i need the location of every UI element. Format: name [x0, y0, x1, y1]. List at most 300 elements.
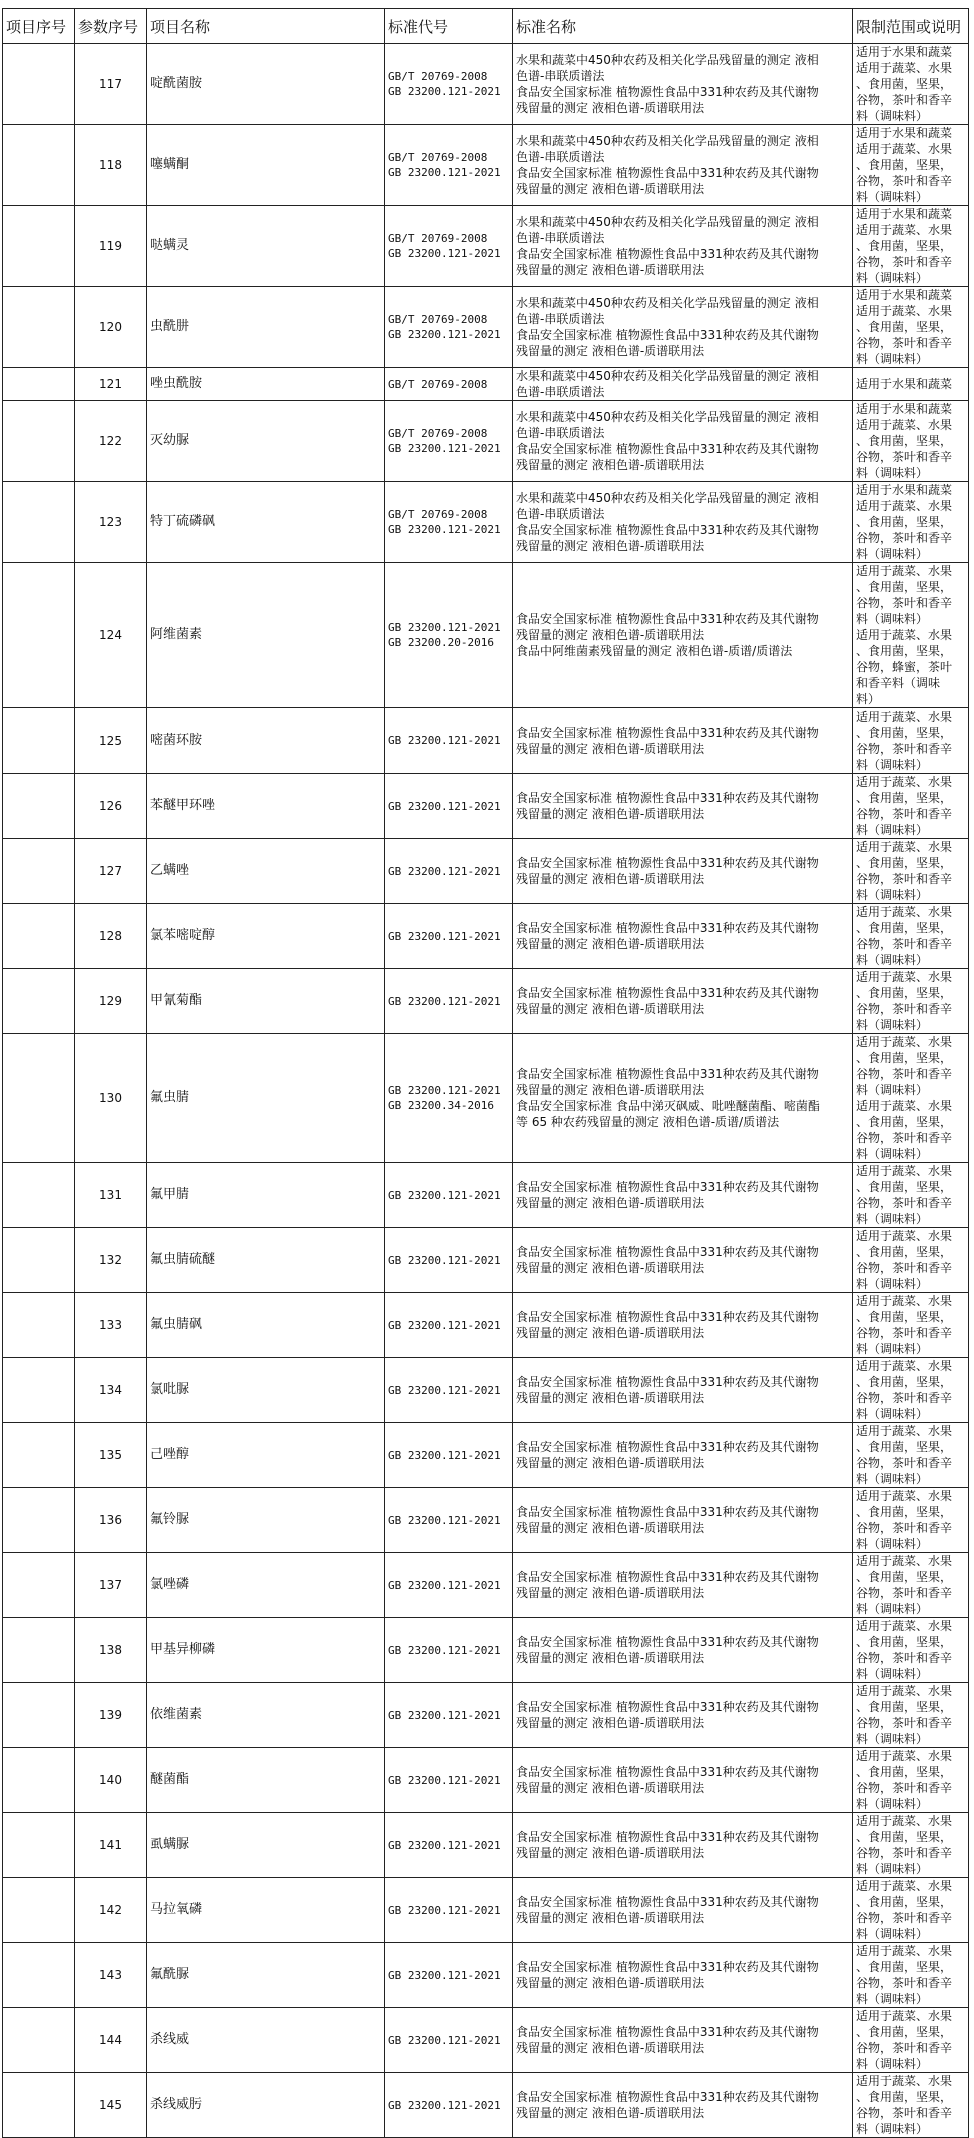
note-line: 料（调味料） — [856, 2057, 929, 2071]
cell-note — [853, 1358, 969, 1423]
std-line: 食品安全国家标准 植物源性食品中331种农药及其代谢物 — [516, 921, 819, 935]
note-line: 适用于蔬菜、水果 — [856, 1814, 953, 1828]
note-line: 料（调味料） — [856, 1862, 929, 1876]
table-row — [3, 1553, 969, 1618]
std-line: 食品安全国家标准 植物源性食品中331种农药及其代谢物 — [516, 791, 819, 805]
header-std-name: 标准名称 — [513, 9, 853, 44]
note-line: 谷物，茶叶和香辛 — [856, 1846, 953, 1860]
cell-item-no — [3, 839, 75, 904]
std-line: 食品安全国家标准 植物源性食品中331种农药及其代谢物 — [516, 2025, 819, 2039]
cell-param-no: 124 — [75, 563, 147, 708]
table-row — [3, 125, 969, 206]
note-line: 谷物，茶叶和香辛 — [856, 255, 953, 269]
cell-note — [853, 904, 969, 969]
cell-item-no — [3, 774, 75, 839]
note-line: 、食用菌，坚果， — [856, 1051, 953, 1065]
note-line: 适用于蔬菜、水果 — [856, 223, 953, 237]
cell-std-code — [385, 969, 513, 1034]
code-line: GB 23200.121-2021 — [388, 1253, 501, 1267]
header-param-no: 参数序号 — [75, 9, 147, 44]
std-line: 色谱-串联质谱法 — [516, 426, 605, 440]
table-row — [3, 774, 969, 839]
note-line: 料（调味料） — [856, 1472, 929, 1486]
cell-item-no — [3, 44, 75, 125]
cell-std-name — [513, 125, 853, 206]
cell-std-name — [513, 1878, 853, 1943]
note-line: 适用于蔬菜、水果 — [856, 1619, 953, 1633]
note-line: 适用于水果和蔬菜 — [856, 483, 953, 497]
cell-std-name — [513, 1553, 853, 1618]
header-note: 限制范围或说明 — [853, 9, 969, 44]
note-line: 适用于蔬菜、水果 — [856, 1359, 953, 1373]
code-line: GB 23200.121-2021 — [388, 1968, 501, 1982]
code-line: GB 23200.121-2021 — [388, 1448, 501, 1462]
note-line: 适用于蔬菜、水果 — [856, 1489, 953, 1503]
cell-std-name — [513, 206, 853, 287]
note-line: 料（调味料） — [856, 271, 929, 285]
cell-std-code — [385, 287, 513, 368]
cell-param-no: 144 — [75, 2008, 147, 2073]
note-line: 、食用菌，坚果， — [856, 1700, 953, 1714]
cell-std-name — [513, 969, 853, 1034]
note-line: 、食用菌，坚果， — [856, 2090, 953, 2104]
cell-std-code — [385, 839, 513, 904]
table-row — [3, 1293, 969, 1358]
code-line: GB 23200.121-2021 — [388, 799, 501, 813]
cell-item-no — [3, 1943, 75, 2008]
table-row — [3, 287, 969, 368]
code-line: GB 23200.121-2021 — [388, 734, 501, 747]
cell-item-no — [3, 1423, 75, 1488]
std-line: 食品安全国家标准 植物源性食品中331种农药及其代谢物 — [516, 442, 819, 456]
code-line: GB 23200.121-2021 — [388, 1578, 501, 1592]
cell-std-code — [385, 563, 513, 708]
note-line: 、食用菌，坚果， — [856, 1505, 953, 1519]
note-line: 谷物，茶叶和香辛 — [856, 2041, 953, 2055]
note-line: 谷物，茶叶和香辛 — [856, 1131, 953, 1145]
code-line: GB 23200.121-2021 — [388, 1383, 501, 1397]
note-line: 、食用菌，坚果， — [856, 580, 953, 594]
cell-std-code — [385, 1488, 513, 1553]
cell-std-name — [513, 2073, 853, 2138]
std-line: 食品安全国家标准 植物源性食品中331种农药及其代谢物 — [516, 1245, 819, 1259]
cell-note — [853, 1878, 969, 1943]
cell-std-name — [513, 1228, 853, 1293]
cell-item-name: 苯醚甲环唑 — [147, 774, 385, 839]
note-line: 料（调味料） — [856, 1083, 929, 1097]
cell-std-name — [513, 287, 853, 368]
cell-note — [853, 1228, 969, 1293]
table-row — [3, 401, 969, 482]
cell-item-no — [3, 563, 75, 708]
cell-std-code — [385, 368, 513, 401]
note-line: 、食用菌，坚果， — [856, 1830, 953, 1844]
note-line: 适用于水果和蔬菜 — [856, 207, 953, 221]
note-line: 适用于蔬菜、水果 — [856, 1035, 953, 1049]
code-line: GB 23200.121-2021 — [388, 864, 501, 878]
note-line: 料（调味料） — [856, 757, 929, 772]
note-line: 适用于蔬菜、水果 — [856, 905, 953, 919]
cell-item-no — [3, 287, 75, 368]
code-line: GB 23200.34-2016 — [388, 1099, 494, 1112]
cell-std-code — [385, 2073, 513, 2138]
cell-item-name: 灭幼脲 — [147, 401, 385, 482]
cell-note — [853, 1748, 969, 1813]
cell-std-code — [385, 2008, 513, 2073]
cell-item-no — [3, 1553, 75, 1618]
code-line: GB 23200.121-2021 — [388, 85, 501, 98]
std-line: 食品安全国家标准 植物源性食品中331种农药及其代谢物 — [516, 1960, 819, 1974]
std-line: 残留量的测定 液相色谱-质谱联用法 — [516, 1391, 705, 1405]
cell-std-name — [513, 2008, 853, 2073]
cell-param-no: 135 — [75, 1423, 147, 1488]
note-line: 料（调味料） — [856, 352, 929, 366]
note-line: 谷物，茶叶和香辛 — [856, 1586, 953, 1600]
note-line: 料（调味料） — [856, 1407, 929, 1421]
std-line: 水果和蔬菜中450种农药及相关化学品残留量的测定 液相 — [516, 53, 819, 67]
note-line: 、食用菌，坚果， — [856, 856, 953, 870]
note-line: 适用于水果和蔬菜 — [856, 377, 953, 391]
std-line: 食品安全国家标准 植物源性食品中331种农药及其代谢物 — [516, 986, 819, 1000]
cell-param-no: 138 — [75, 1618, 147, 1683]
std-line: 食品安全国家标准 植物源性食品中331种农药及其代谢物 — [516, 247, 819, 261]
cell-std-name — [513, 1034, 853, 1163]
note-line: 谷物，茶叶和香辛 — [856, 872, 953, 886]
cell-param-no: 131 — [75, 1163, 147, 1228]
note-line: 料（调味料） — [856, 1732, 929, 1746]
note-line: 、食用菌，坚果， — [856, 1765, 953, 1779]
cell-item-name: 氟虫腈 — [147, 1034, 385, 1163]
cell-param-no: 128 — [75, 904, 147, 969]
cell-item-no — [3, 1228, 75, 1293]
table-row — [3, 206, 969, 287]
note-line: 谷物，茶叶和香辛 — [856, 1261, 953, 1275]
std-line: 残留量的测定 液相色谱-质谱联用法 — [516, 182, 705, 196]
cell-std-code — [385, 1163, 513, 1228]
table-row — [3, 1358, 969, 1423]
note-line: 适用于蔬菜、水果 — [856, 418, 953, 432]
std-line: 残留量的测定 液相色谱-质谱联用法 — [516, 1716, 705, 1730]
note-line: 、食用菌，坚果， — [856, 791, 953, 805]
cell-param-no: 126 — [75, 774, 147, 839]
cell-note — [853, 2073, 969, 2138]
cell-param-no: 127 — [75, 839, 147, 904]
std-line: 残留量的测定 液相色谱-质谱联用法 — [516, 1976, 705, 1990]
std-line: 残留量的测定 液相色谱-质谱联用法 — [516, 937, 705, 951]
note-line: 适用于蔬菜、水果 — [856, 775, 953, 789]
code-line: GB/T 20769-2008 — [388, 151, 488, 164]
std-line: 残留量的测定 液相色谱-质谱联用法 — [516, 1196, 705, 1210]
std-line: 食品安全国家标准 植物源性食品中331种农药及其代谢物 — [516, 1635, 819, 1649]
cell-param-no: 139 — [75, 1683, 147, 1748]
cell-param-no: 125 — [75, 708, 147, 774]
std-line: 残留量的测定 液相色谱-质谱联用法 — [516, 1521, 705, 1535]
cell-item-name: 己唑醇 — [147, 1423, 385, 1488]
note-line: 料（调味料） — [856, 1797, 929, 1811]
cell-std-code — [385, 1943, 513, 2008]
note-line: 适用于蔬菜、水果 — [856, 970, 953, 984]
std-line: 食品安全国家标准 植物源性食品中331种农药及其代谢物 — [516, 1505, 819, 1519]
cell-std-name — [513, 1748, 853, 1813]
note-line: 、食用菌，坚果， — [856, 515, 953, 529]
note-line: 谷物，茶叶和香辛 — [856, 596, 953, 610]
std-line: 残留量的测定 液相色谱-质谱联用法 — [516, 1002, 705, 1016]
note-line: 料（调味料） — [856, 1537, 929, 1551]
std-line: 残留量的测定 液相色谱-质谱联用法 — [516, 1846, 705, 1860]
cell-item-name: 醚菌酯 — [147, 1748, 385, 1813]
cell-item-no — [3, 969, 75, 1034]
note-line: 适用于蔬菜、水果 — [856, 1229, 953, 1243]
cell-item-name: 氟虫腈砜 — [147, 1293, 385, 1358]
cell-std-code — [385, 401, 513, 482]
cell-param-no: 133 — [75, 1293, 147, 1358]
std-line: 残留量的测定 液相色谱-质谱联用法 — [516, 1911, 705, 1925]
std-line: 水果和蔬菜中450种农药及相关化学品残留量的测定 液相 — [516, 491, 819, 505]
table-row — [3, 708, 969, 774]
cell-param-no: 130 — [75, 1034, 147, 1163]
cell-param-no: 136 — [75, 1488, 147, 1553]
code-line: GB 23200.121-2021 — [388, 2098, 501, 2112]
cell-item-name: 氟虫腈硫醚 — [147, 1228, 385, 1293]
note-line: 、食用菌，坚果， — [856, 77, 953, 91]
std-line: 残留量的测定 液相色谱-质谱联用法 — [516, 101, 705, 115]
cell-item-name: 特丁硫磷砜 — [147, 482, 385, 563]
table-row — [3, 1878, 969, 1943]
cell-std-code — [385, 774, 513, 839]
cell-std-name — [513, 839, 853, 904]
table-row — [3, 2008, 969, 2073]
cell-item-no — [3, 2008, 75, 2073]
cell-std-code — [385, 1293, 513, 1358]
code-line: GB/T 20769-2008 — [388, 427, 488, 440]
cell-param-no: 132 — [75, 1228, 147, 1293]
note-line: 适用于水果和蔬菜 — [856, 402, 953, 416]
std-line: 食品安全国家标准 植物源性食品中331种农药及其代谢物 — [516, 1180, 819, 1194]
note-line: 料（调味料） — [856, 547, 929, 561]
std-line: 残留量的测定 液相色谱-质谱联用法 — [516, 458, 705, 472]
cell-item-name: 虱螨脲 — [147, 1813, 385, 1878]
std-line: 残留量的测定 液相色谱-质谱联用法 — [516, 1083, 705, 1097]
cell-note — [853, 44, 969, 125]
note-line: 适用于蔬菜、水果 — [856, 1164, 953, 1178]
std-line: 食品安全国家标准 植物源性食品中331种农药及其代谢物 — [516, 166, 819, 180]
cell-std-code — [385, 1553, 513, 1618]
std-line: 残留量的测定 液相色谱-质谱联用法 — [516, 872, 705, 886]
cell-std-code — [385, 1358, 513, 1423]
note-line: 料（调味料） — [856, 823, 929, 837]
cell-item-name: 依维菌素 — [147, 1683, 385, 1748]
code-line: GB/T 20769-2008 — [388, 232, 488, 245]
cell-item-no — [3, 1163, 75, 1228]
note-line: 谷物，茶叶和香辛 — [856, 1002, 953, 1016]
cell-note — [853, 708, 969, 774]
cell-note — [853, 774, 969, 839]
note-line: 料（调味料） — [856, 1992, 929, 2006]
std-line: 残留量的测定 液相色谱-质谱联用法 — [516, 807, 705, 821]
note-line: 、食用菌，坚果， — [856, 1635, 953, 1649]
note-line: 、食用菌，坚果， — [856, 320, 953, 334]
cell-std-name — [513, 904, 853, 969]
std-line: 食品安全国家标准 植物源性食品中331种农药及其代谢物 — [516, 1700, 819, 1714]
code-line: GB 23200.121-2021 — [388, 1318, 501, 1332]
cell-std-name — [513, 44, 853, 125]
note-line: 料（调味料） — [856, 1342, 929, 1356]
cell-item-no — [3, 206, 75, 287]
cell-note — [853, 1618, 969, 1683]
code-line: GB 23200.121-2021 — [388, 1708, 501, 1722]
cell-note — [853, 969, 969, 1034]
note-line: 、食用菌，坚果， — [856, 1440, 953, 1454]
code-line: GB 23200.121-2021 — [388, 523, 501, 536]
note-line: 谷物，茶叶和香辛 — [856, 1391, 953, 1405]
table-row — [3, 839, 969, 904]
std-line: 色谱-串联质谱法 — [516, 231, 605, 245]
note-line: 、食用菌，坚果， — [856, 986, 953, 1000]
note-line: 料） — [856, 692, 881, 706]
std-line: 残留量的测定 液相色谱-质谱联用法 — [516, 1261, 705, 1275]
cell-param-no: 122 — [75, 401, 147, 482]
cell-note — [853, 1293, 969, 1358]
cell-std-code — [385, 44, 513, 125]
cell-note — [853, 839, 969, 904]
std-line: 食品安全国家标准 植物源性食品中331种农药及其代谢物 — [516, 1067, 819, 1081]
note-line: 料（调味料） — [856, 109, 929, 123]
cell-param-no: 143 — [75, 1943, 147, 2008]
note-line: 谷物，茶叶和香辛 — [856, 450, 953, 464]
std-line: 残留量的测定 液相色谱-质谱联用法 — [516, 2106, 705, 2120]
note-line: 料（调味料） — [856, 1277, 929, 1291]
cell-item-name: 甲氰菊酯 — [147, 969, 385, 1034]
table-row — [3, 969, 969, 1034]
code-line: GB 23200.121-2021 — [388, 247, 501, 260]
code-line: GB 23200.121-2021 — [388, 442, 501, 455]
header-std-code: 标准代号 — [385, 9, 513, 44]
table-row — [3, 1683, 969, 1748]
std-line: 食品安全国家标准 植物源性食品中331种农药及其代谢物 — [516, 725, 819, 740]
cell-std-name — [513, 1163, 853, 1228]
note-line: 、食用菌，坚果， — [856, 1180, 953, 1194]
note-line: 适用于蔬菜、水果 — [856, 142, 953, 156]
cell-std-name — [513, 1358, 853, 1423]
note-line: 料（调味料） — [856, 1927, 929, 1941]
note-line: 料（调味料） — [856, 1018, 929, 1032]
note-line: 适用于蔬菜、水果 — [856, 1554, 953, 1568]
cell-std-code — [385, 125, 513, 206]
std-line: 食品安全国家标准 植物源性食品中331种农药及其代谢物 — [516, 1440, 819, 1454]
note-line: 适用于蔬菜、水果 — [856, 1944, 953, 1958]
note-line: 适用于水果和蔬菜 — [856, 126, 953, 140]
std-line: 食品安全国家标准 植物源性食品中331种农药及其代谢物 — [516, 1830, 819, 1844]
cell-std-name — [513, 368, 853, 401]
note-line: 谷物，茶叶和香辛 — [856, 1456, 953, 1470]
cell-item-no — [3, 125, 75, 206]
note-line: 适用于水果和蔬菜 — [856, 288, 953, 302]
note-line: 谷物，茶叶和香辛 — [856, 336, 953, 350]
code-line: GB/T 20769-2008 — [388, 313, 488, 326]
std-line: 色谱-串联质谱法 — [516, 150, 605, 164]
cell-note — [853, 1943, 969, 2008]
cell-std-code — [385, 482, 513, 563]
note-line: 、食用菌，坚果， — [856, 2025, 953, 2039]
std-line: 食品安全国家标准 植物源性食品中331种农药及其代谢物 — [516, 1765, 819, 1779]
cell-std-name — [513, 1618, 853, 1683]
std-line: 食品安全国家标准 植物源性食品中331种农药及其代谢物 — [516, 1570, 819, 1584]
cell-note — [853, 1683, 969, 1748]
cell-param-no: 120 — [75, 287, 147, 368]
note-line: 、食用菌，坚果， — [856, 1375, 953, 1389]
note-line: 适用于蔬菜、水果 — [856, 1749, 953, 1763]
note-line: 、食用菌，坚果， — [856, 1245, 953, 1259]
std-line: 残留量的测定 液相色谱-质谱联用法 — [516, 1651, 705, 1665]
cell-item-no — [3, 708, 75, 774]
cell-note — [853, 482, 969, 563]
cell-std-name — [513, 1943, 853, 2008]
note-line: 、食用菌，坚果， — [856, 434, 953, 448]
note-line: 、食用菌，坚果， — [856, 239, 953, 253]
cell-item-no — [3, 1488, 75, 1553]
code-line: GB 23200.121-2021 — [388, 328, 501, 341]
std-line: 等 65 种农药残留量的测定 液相色谱-质谱/质谱法 — [516, 1115, 780, 1129]
cell-note — [853, 1488, 969, 1553]
note-line: 谷物，茶叶和香辛 — [856, 807, 953, 821]
std-line: 色谱-串联质谱法 — [516, 69, 605, 83]
cell-param-no: 129 — [75, 969, 147, 1034]
note-line: 适用于蔬菜、水果 — [856, 61, 953, 75]
cell-std-code — [385, 1423, 513, 1488]
std-line: 残留量的测定 液相色谱-质谱联用法 — [516, 1456, 705, 1470]
cell-item-no — [3, 1618, 75, 1683]
cell-std-name — [513, 1813, 853, 1878]
std-line: 食品安全国家标准 植物源性食品中331种农药及其代谢物 — [516, 523, 819, 537]
table-row — [3, 904, 969, 969]
cell-item-no — [3, 904, 75, 969]
cell-item-name: 嘧菌环胺 — [147, 708, 385, 774]
note-line: 谷物，茶叶和香辛 — [856, 531, 953, 545]
std-line: 残留量的测定 液相色谱-质谱联用法 — [516, 539, 705, 553]
note-line: 谷物，茶叶和香辛 — [856, 937, 953, 951]
cell-item-name: 乙螨唑 — [147, 839, 385, 904]
note-line: 谷物，茶叶和香辛 — [856, 174, 953, 188]
cell-std-name — [513, 401, 853, 482]
cell-note — [853, 287, 969, 368]
note-line: 适用于蔬菜、水果 — [856, 709, 953, 724]
std-line: 色谱-串联质谱法 — [516, 312, 605, 326]
cell-note — [853, 368, 969, 401]
note-line: 谷物，茶叶和香辛 — [856, 1521, 953, 1535]
cell-std-code — [385, 1813, 513, 1878]
note-line: 谷物，蜂蜜，茶叶 — [856, 660, 953, 674]
cell-note — [853, 401, 969, 482]
cell-note — [853, 1034, 969, 1163]
cell-std-code — [385, 1748, 513, 1813]
cell-item-no — [3, 2073, 75, 2138]
code-line: GB 23200.20-2016 — [388, 636, 494, 649]
cell-param-no: 142 — [75, 1878, 147, 1943]
cell-note — [853, 206, 969, 287]
std-line: 食品安全国家标准 植物源性食品中331种农药及其代谢物 — [516, 1310, 819, 1324]
cell-std-name — [513, 1423, 853, 1488]
header-row — [3, 9, 969, 44]
note-line: 料（调味料） — [856, 2122, 929, 2136]
note-line: 谷物，茶叶和香辛 — [856, 1976, 953, 1990]
cell-param-no: 137 — [75, 1553, 147, 1618]
table-row — [3, 2073, 969, 2138]
table-row — [3, 482, 969, 563]
note-line: 谷物，茶叶和香辛 — [856, 1326, 953, 1340]
cell-note — [853, 1813, 969, 1878]
cell-std-name — [513, 563, 853, 708]
note-line: 谷物，茶叶和香辛 — [856, 2106, 953, 2120]
